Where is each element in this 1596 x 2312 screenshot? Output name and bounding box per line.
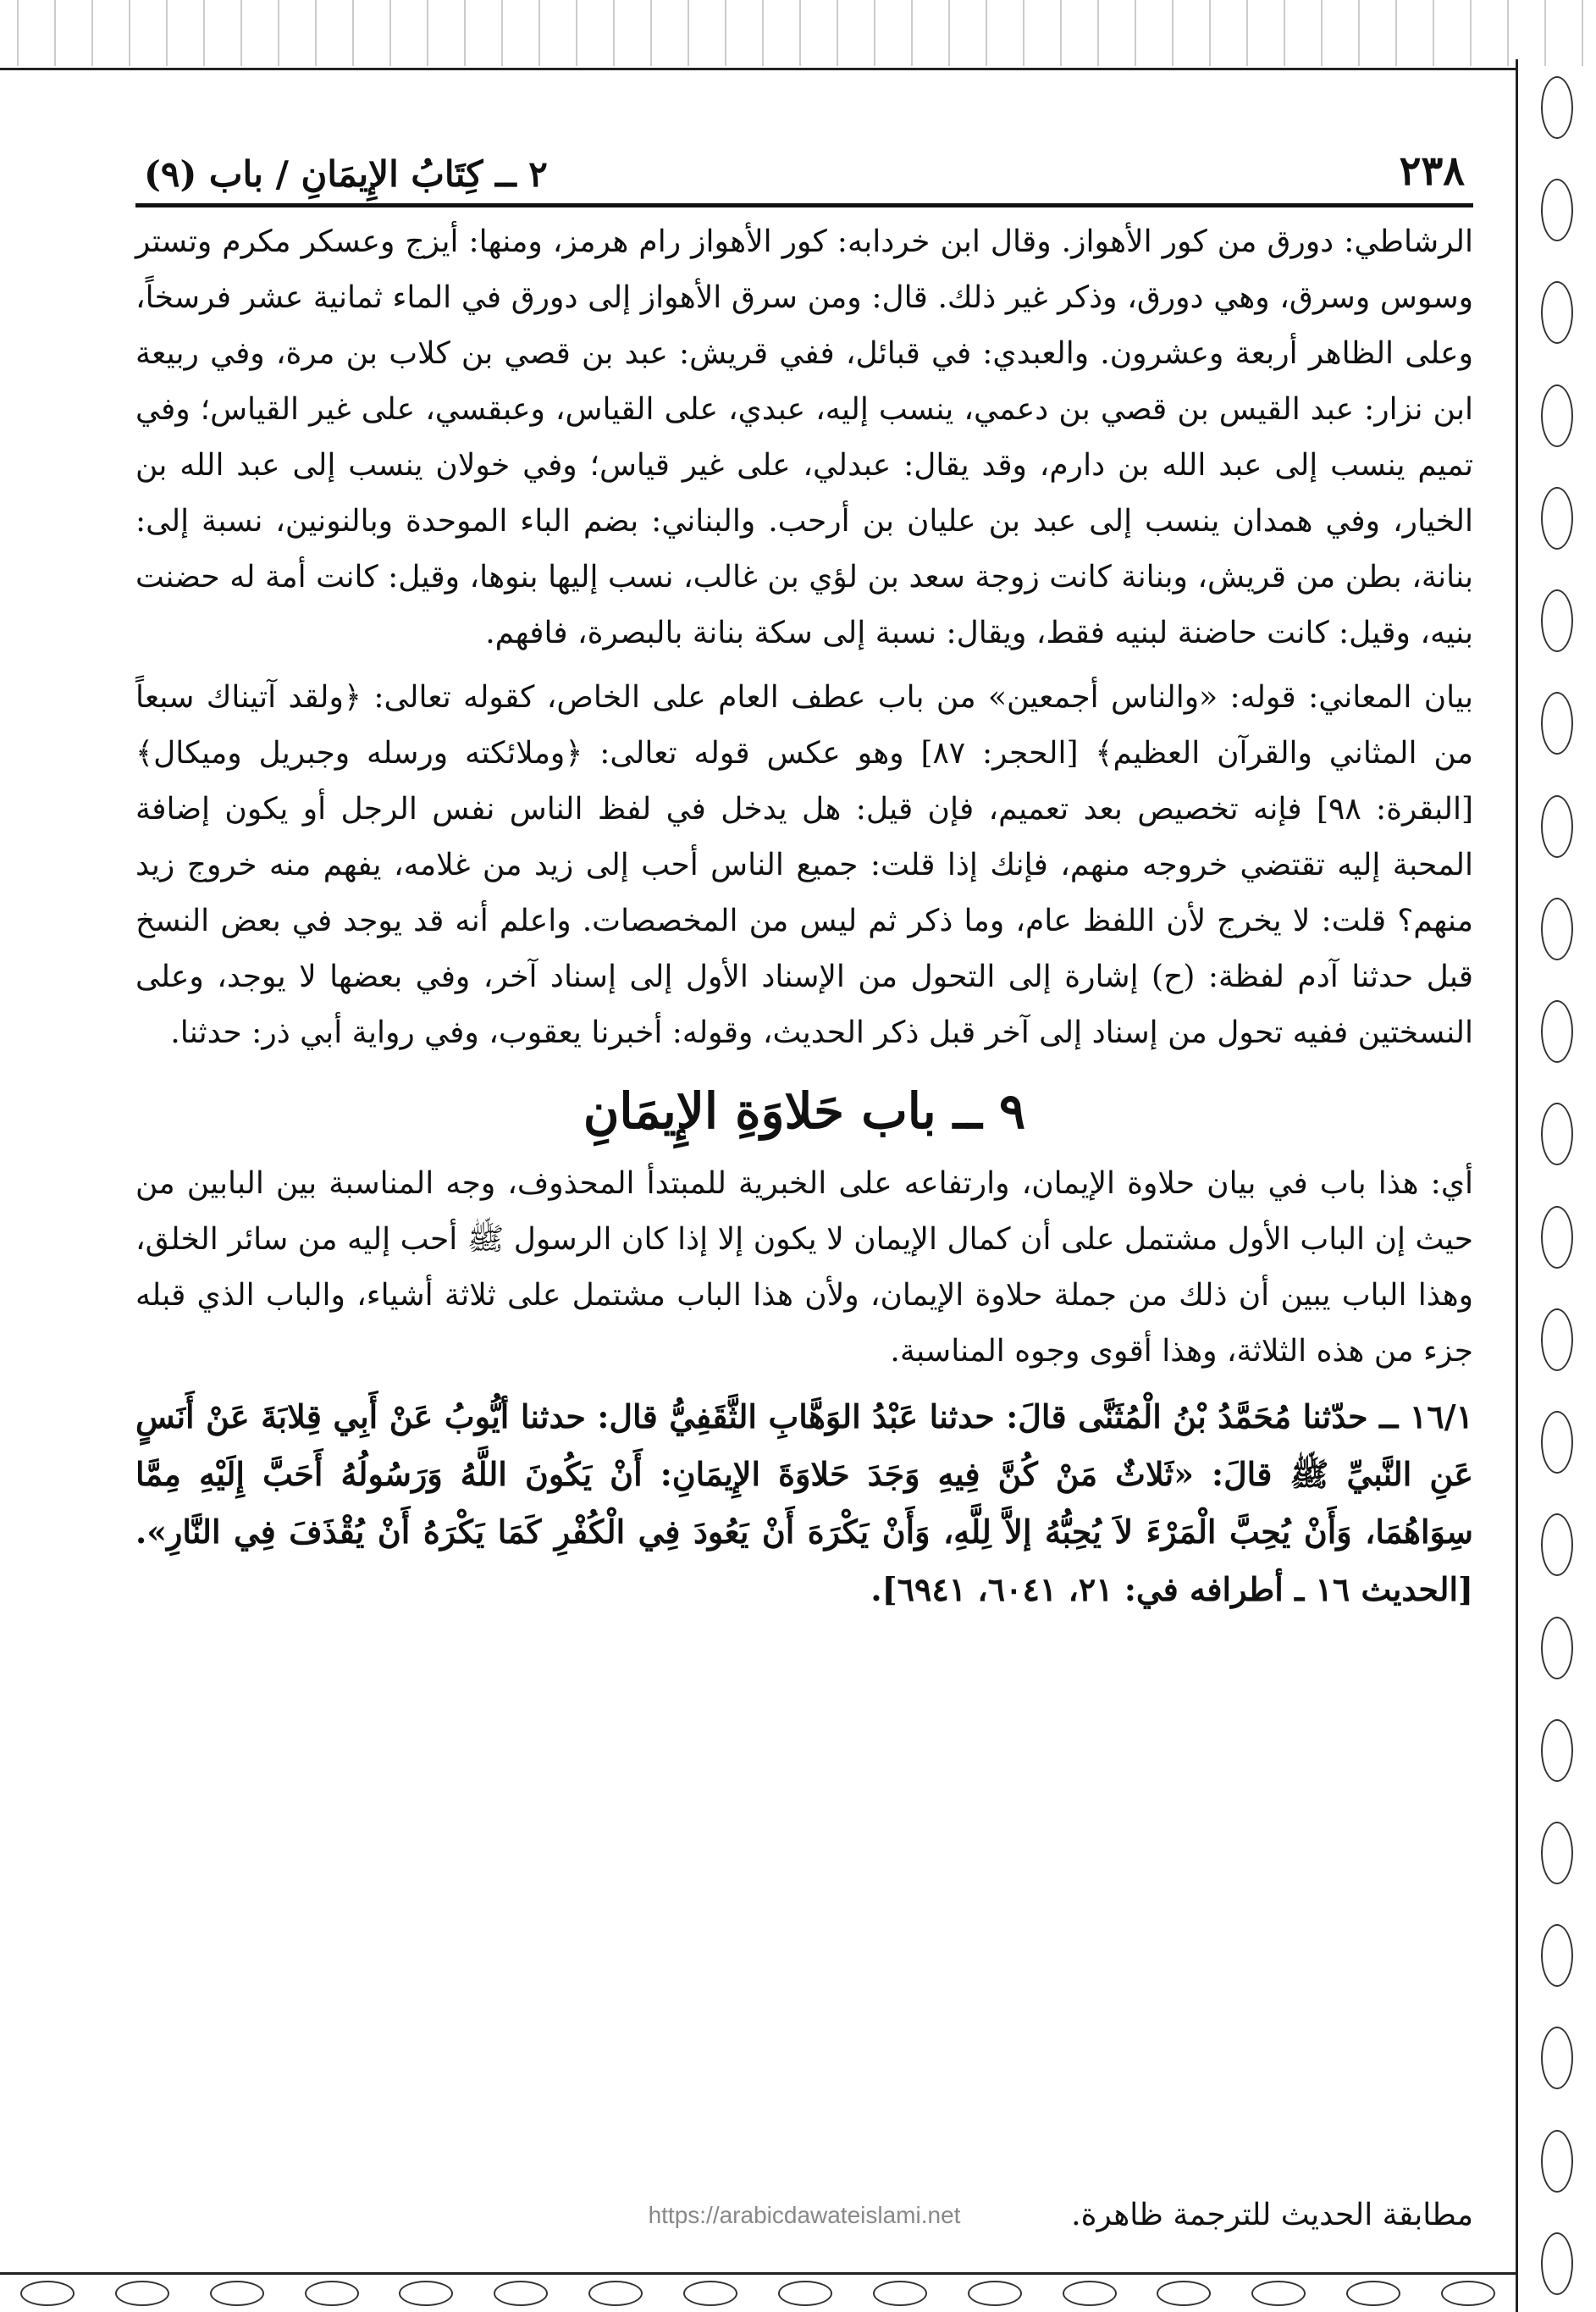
border-medallion	[494, 2281, 548, 2306]
page-number: ٢٣٨	[1399, 147, 1465, 195]
border-medallion	[1541, 692, 1573, 755]
border-medallion	[1063, 2281, 1117, 2306]
border-medallion	[115, 2281, 169, 2306]
border-medallion	[1251, 2281, 1306, 2306]
border-medallion	[1541, 2027, 1573, 2089]
page-header	[135, 127, 1473, 207]
book-page	[135, 127, 1473, 2261]
border-medallion	[1541, 1822, 1573, 1884]
border-medallion	[873, 2281, 927, 2306]
border-medallion	[1541, 1000, 1573, 1063]
commentary-paragraph: الرشاطي: دورق من كور الأهواز. وقال ابن خردابه: كور الأهواز رام هرمز، ومنها: أيزج وعسكر مكرم وتستر وسوس وسرق، وهي دورق، وذكر غير ذلك. قال: ومن سرق الأهواز إلى دورق في الماء ثمانية عشر فرسخاً، وعلى الظاهر أربعة وعشرون. والعبدي: في قبائل، ففي قريش: عبد بن قصي بن كلاب بن مرة، وفي ربيعة ابن نزار: عبد القيس بن قصي بن دعمي، ينسب إليه، عبدي، على القياس، وعبقسي، على غير القياس؛ وفي تميم ينسب إلى عبد الله بن دارم، وقد يقال: عبدلي، على غير قياس؛ وفي خولان ينسب إلى عبد الله بن الخيار، وفي همدان ينسب إلى عبد بن عليان بن أرحب. والبناني: بضم الباء الموحدة وبالنونين، نسبة إلى: بنانة، بطن من قريش، وبنانة كانت زوجة سعد بن لؤي بن غالب، نسب إليها بنوها، وقيل: كانت أمة له حضنت بنيه، وقيل: كانت حاضنة لبنيه فقط، ويقال: نسبة إلى سكة بنانة بالبصرة، فافهم.	[135, 224, 1474, 650]
decorative-border-top	[0, 0, 1596, 66]
border-medallion	[1541, 2130, 1573, 2193]
border-medallion	[683, 2281, 737, 2306]
border-rule-top	[0, 68, 1516, 70]
border-medallion	[1346, 2281, 1400, 2306]
border-medallion	[1541, 1308, 1573, 1371]
border-medallion	[1541, 1103, 1573, 1165]
running-title: ٢ ــ كِتَابُ الإِيمَانِ / باب (٩)	[144, 153, 548, 195]
border-medallion	[1541, 795, 1573, 858]
border-medallion	[1541, 1206, 1573, 1269]
chapter-title: ٩ ــ باب حَلاوَةِ الإِيمَانِ	[583, 1082, 1026, 1140]
border-medallion	[1541, 1617, 1573, 1679]
border-medallion	[1541, 1513, 1573, 1576]
border-medallion	[1541, 1411, 1573, 1474]
border-medallion	[399, 2281, 453, 2306]
border-medallion	[1541, 1719, 1573, 1782]
border-medallion	[1541, 589, 1573, 652]
hadith-text: ١٦/١ ــ حدّثنا مُحَمَّدُ بْنُ الْمُثَنَّى قالَ: حدثنا عَبْدُ الوَهَّابِ الثَّقَفِيُّ قال: حدثنا أيُّوبُ عَنْ أَبِي قِلابَةَ عَنْ أَنَسٍ عَنِ النَّبيِّ ﷺ قالَ: «ثَلاثٌ مَنْ كُنَّ فِيهِ وَجَدَ حَلاوَةَ الإِيمَانِ: أَنْ يَكُونَ اللَّهُ وَرَسُولُهُ أَحَبَّ إِلَيْهِ مِمَّا سِوَاهُمَا، وَأَنْ يُحِبَّ الْمَرْءَ لاَ يُحِبُّهُ إلاَّ لِلَّهِ، وَأَنْ يَكْرَهَ أَنْ يَعُودَ فِي الْكُفْرِ كَمَا يَكْرَهُ أَنْ يُقْذَفَ فِي النَّارِ». [الحديث ١٦ ـ أطرافه في: ٢١، ٦٠٤١، ٦٩٤١].	[135, 1397, 1473, 1608]
decorative-border-bottom	[0, 2272, 1516, 2312]
commentary-paragraph: بيان المعاني: قوله: «والناس أجمعين» من باب عطف العام على الخاص، كقوله تعالى: ﴿ولقد آتيناك سبعاً من المثاني والقرآن العظيم﴾ [الحجر: ٨٧] وهو عكس قوله تعالى: ﴿وملائكته ورسله وجبريل وميكال﴾ [البقرة: ٩٨] فإنه تخصيص بعد تعميم، فإن قيل: هل يدخل في لفظ الناس نفس الرجل أو يكون إضافة المحبة إليه تقتضي خروجه منهم، فإنك إذا قلت: جميع الناس أحب إلى زيد من غلامه، يفهم منه خروج زيد منهم؟ قلت: لا يخرج لأن اللفظ عام، وما ذكر ثم ليس من المخصصات. واعلم أنه قد يوجد في بعض النسخ قبل حدثنا آدم لفظة: (ح) إشارة إلى التحول من الإسناد الأول إلى إسناد آخر، وفي بعضها لا يوجد، وعلى النسختين ففيه تحول من إسناد إلى آخر قبل ذكر الحديث، وقوله: أخبرنا يعقوب، وفي رواية أبي ذر: حدثنا.	[135, 680, 1474, 1050]
border-medallion	[1541, 1924, 1573, 1987]
decorative-border-right	[1516, 59, 1596, 2312]
page-body	[135, 214, 1473, 1618]
border-medallion	[1541, 2232, 1573, 2295]
border-medallion	[588, 2281, 643, 2306]
chapter-intro: أي: هذا باب في بيان حلاوة الإيمان، وارتفاعه على الخبرية للمبتدأ المحذوف، وجه المناسبة بين البابين من حيث إن الباب الأول مشتمل على أن كمال الإيمان لا يكون إلا إذا كان الرسول ﷺ أحب إليه من سائر الخلق، وهذا الباب يبين أن ذلك من جملة حلاوة الإيمان، ولأن هذا الباب مشتمل على ثلاثة أشياء، والباب الذي قبله جزء من هذه الثلاثة، وهذا أقوى وجوه المناسبة.	[135, 1166, 1473, 1369]
border-medallion	[1541, 898, 1573, 960]
border-medallion	[1541, 281, 1573, 344]
closing-note: مطابقة الحديث للترجمة ظاهرة.	[1071, 2198, 1473, 2232]
border-medallion	[1541, 179, 1573, 241]
border-medallion	[210, 2281, 264, 2306]
watermark: https://arabicdawateislami.net	[648, 2202, 961, 2228]
border-medallion	[1541, 487, 1573, 550]
border-medallion	[1441, 2281, 1495, 2306]
border-medallion	[1157, 2281, 1211, 2306]
border-medallion	[968, 2281, 1022, 2306]
border-medallion	[1541, 76, 1573, 139]
border-medallion	[1541, 384, 1573, 447]
border-medallion	[778, 2281, 832, 2306]
border-medallion	[20, 2281, 75, 2306]
border-medallion	[305, 2281, 359, 2306]
